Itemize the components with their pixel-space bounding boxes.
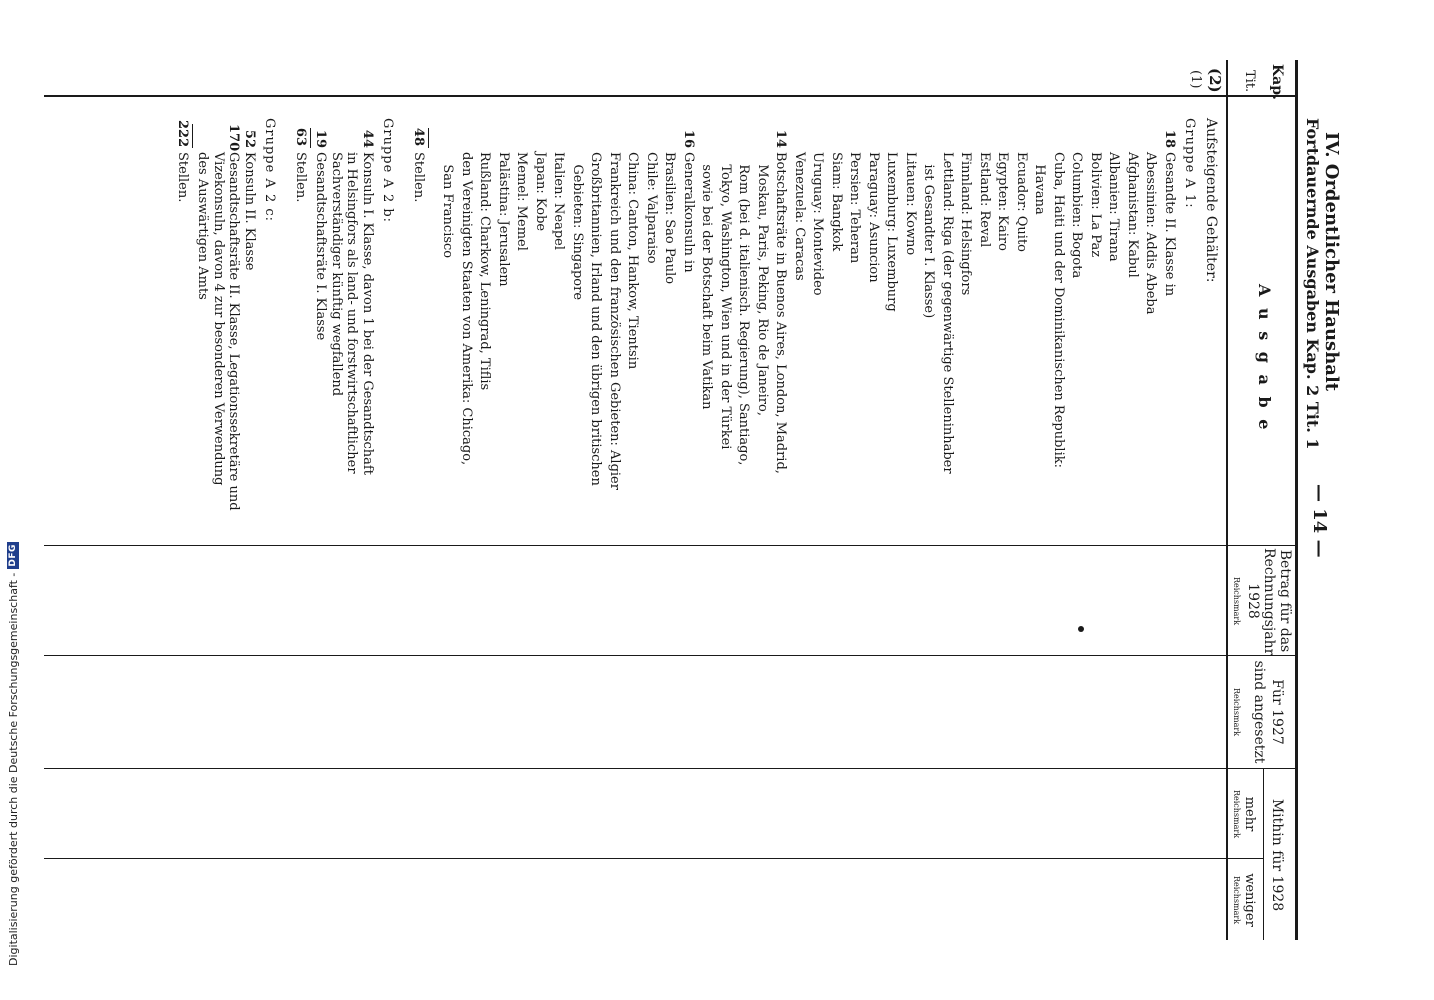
section-title: IV. Ordentlicher Haushalt bbox=[1321, 132, 1342, 392]
header-betrag-line2: Rechnungsjahr bbox=[1261, 548, 1277, 656]
entry-text: Columbien: Bogota bbox=[1069, 152, 1085, 279]
table-header-rule bbox=[1226, 60, 1228, 940]
entry-text: China: Canton, Hankow, Tientsin bbox=[625, 152, 641, 370]
entry-text: des Auswärtigen Amts bbox=[195, 152, 211, 300]
mehr-weniger-rule bbox=[44, 858, 1264, 859]
table-top-rule bbox=[1295, 60, 1298, 940]
entry-text: sowie bei der Botschaft beim Vatikan bbox=[699, 152, 715, 410]
a2c-sum-rule bbox=[192, 124, 193, 148]
entry-text: San Francisco bbox=[440, 152, 456, 259]
entry-text: Rußland: Charkow, Leningrad, Tiflis bbox=[477, 152, 493, 391]
header-mithin: Mithin für 1928 bbox=[1269, 798, 1285, 912]
a1-sum-rule bbox=[428, 128, 429, 148]
entry-text: Litauen: Kowno bbox=[903, 152, 918, 256]
ink-dot bbox=[1078, 626, 1084, 632]
header-mehr: mehr bbox=[1242, 796, 1257, 832]
entry-text: Rom (bei d. italienisch. Regierung), Santiago, bbox=[736, 152, 752, 466]
entry-text: Memel: Memel bbox=[514, 152, 530, 251]
a2b-total-number: 63 bbox=[293, 127, 308, 146]
entry-count: 16 bbox=[681, 129, 696, 148]
dfg-logo: DFG bbox=[8, 544, 18, 567]
entry-text: Egypten: Kairo bbox=[995, 152, 1011, 251]
entry-text: Gebieten: Singapore bbox=[570, 152, 585, 301]
a2b-sum-rule bbox=[310, 128, 311, 148]
entry-text: Moskau, Paris, Peking, Rio de Janeiro, bbox=[755, 152, 770, 416]
header-angesetzt-line2: sind angesetzt bbox=[1251, 660, 1267, 764]
entry-text: Cuba, Haiti und der Dominikanischen Republik: bbox=[1051, 152, 1066, 468]
header-ausgabe: A u s g a b e bbox=[1255, 284, 1274, 433]
entry-text: Finnland: Helsingfors bbox=[958, 152, 974, 296]
entry-text: Ecuador: Quito bbox=[1014, 152, 1029, 253]
entry-text: Sachverständiger künftig wegfallend bbox=[329, 152, 344, 397]
header-kap: Kap. bbox=[1269, 64, 1285, 100]
unit-betrag: Reichsmark bbox=[1232, 576, 1241, 626]
entry-text: Chile: Valparaiso bbox=[644, 152, 659, 264]
kap-number: (2) bbox=[1206, 68, 1224, 93]
entry-text: Gesandtschaftsräte II. Klasse, Legationssekretäre und bbox=[226, 152, 242, 511]
entry-text: Frankreich und den französischen Gebieten: Algier bbox=[607, 152, 622, 490]
funding-notice: Digitalisierung gefördert durch die Deutsche Forschungsgemeinschaft - bbox=[6, 572, 20, 966]
kap-column-rule bbox=[44, 95, 1298, 97]
entry-count: 19 bbox=[313, 129, 329, 148]
entry-text: Konsuln II. Klasse bbox=[242, 152, 257, 271]
entry-text: Paraguay: Asuncion bbox=[866, 152, 881, 283]
entry-text: Generalkonsuln in bbox=[681, 152, 696, 273]
header-betrag-line3: 1928 bbox=[1245, 583, 1261, 619]
header-angesetzt-line1: Für 1927 bbox=[1269, 679, 1285, 745]
entry-text: Gesandte II. Klasse in bbox=[1162, 152, 1177, 297]
entry-text: Italien: Neapel bbox=[551, 152, 567, 250]
entry-text: Havana bbox=[1032, 152, 1048, 215]
a1-total-number: 48 bbox=[411, 127, 426, 146]
a2c-total-text: Stellen. bbox=[175, 152, 190, 203]
entry-count: 170 bbox=[226, 124, 242, 152]
entry-text: Botschaftsräte in Buenos Aires, London, Madrid, bbox=[773, 152, 789, 474]
a1-total-text: Stellen. bbox=[411, 152, 426, 203]
unit-weniger: Reichsmark bbox=[1232, 875, 1241, 925]
entry-text: Albanien: Tirana bbox=[1106, 152, 1122, 262]
gruppe-a2c-label: Gruppe A 2 c: bbox=[262, 118, 277, 223]
unit-angesetzt: Reichsmark bbox=[1232, 687, 1241, 737]
entry-text: Tokyo, Washington, Wien und in der Türkei bbox=[718, 152, 733, 450]
entry-text: Großbritannien, Irland und den übrigen britischen bbox=[588, 152, 604, 486]
entry-text: Siam: Bangkok bbox=[829, 152, 844, 252]
unit-mehr: Reichsmark bbox=[1232, 789, 1241, 839]
section-subtitle: Fortdauernde Ausgaben Kap. 2 Tit. 1 bbox=[1303, 118, 1322, 450]
entry-text: Gesandtschaftsräte I. Klasse bbox=[313, 152, 329, 341]
tit-number: (1) bbox=[1188, 70, 1203, 89]
entry-text: Vizekonsuln, davon 4 zur besonderen Verwendung bbox=[211, 152, 226, 486]
gruppe-a1-label: Gruppe A 1: bbox=[1182, 118, 1197, 209]
entry-text: Palästina: Jerusalem bbox=[496, 152, 511, 287]
a2b-total-text: Stellen. bbox=[293, 152, 308, 203]
entry-count: 44 bbox=[360, 129, 375, 148]
entry-text: Luxemburg: Luxemburg bbox=[884, 152, 900, 312]
entry-text: Japan: Kobe bbox=[533, 152, 548, 232]
entry-text: Afghanistan: Kabul bbox=[1125, 152, 1140, 278]
body-heading: Aufsteigende Gehälter: bbox=[1203, 118, 1219, 283]
entry-text: in Helsingfors als land- und forstwirtschaftlicher bbox=[344, 152, 360, 474]
ausgabe-column-rule bbox=[44, 545, 1298, 546]
entry-text: Konsuln I. Klasse, davon 1 bei der Gesandtschaft bbox=[360, 152, 375, 475]
header-tit: Tit. bbox=[1242, 70, 1257, 93]
digitization-footer bbox=[0, 0, 26, 1000]
a2c-total-number: 222 bbox=[175, 120, 190, 148]
betrag-column-rule bbox=[44, 655, 1298, 656]
entry-text: Abessinien: Addis Abeba bbox=[1143, 152, 1159, 315]
entry-text: Brasilien: Sao Paulo bbox=[662, 152, 678, 285]
page-number: — 14 — bbox=[1309, 484, 1330, 558]
entry-text: Bolivien: La Paz bbox=[1088, 152, 1103, 258]
entry-count: 18 bbox=[1162, 129, 1177, 148]
angesetzt-column-rule bbox=[44, 768, 1298, 769]
entry-text: den Vereinigten Staaten von Amerika: Chicago, bbox=[459, 152, 474, 466]
mithin-split-rule bbox=[1263, 768, 1264, 940]
header-weniger: weniger bbox=[1242, 873, 1257, 927]
entry-text: Lettland: Riga (der gegenwärtige Stelleninhaber bbox=[940, 152, 955, 474]
gruppe-a2b-label: Gruppe A 2 b: bbox=[380, 118, 395, 224]
entry-text: Estland: Reval bbox=[977, 152, 992, 248]
entry-count: 52 bbox=[242, 129, 257, 148]
entry-text: Venezuela: Caracas bbox=[792, 152, 807, 281]
header-betrag-line1: Betrag für das bbox=[1277, 549, 1293, 653]
entry-text: ist Gesandter I. Klasse) bbox=[921, 152, 937, 319]
entry-count: 14 bbox=[773, 129, 789, 148]
entry-text: Uruguay: Montevideo bbox=[810, 152, 826, 296]
entry-text: Persien: Teheran bbox=[847, 152, 863, 264]
